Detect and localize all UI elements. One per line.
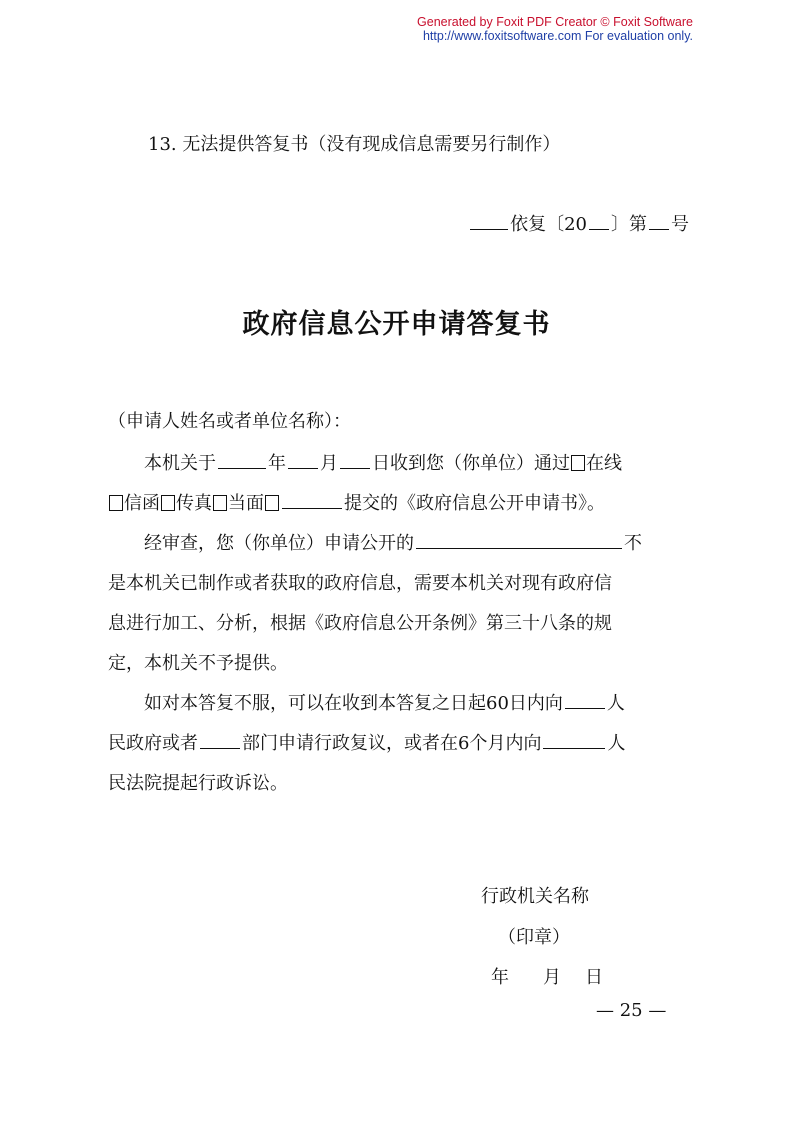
checkbox-fax <box>161 495 175 511</box>
date-day: 日 <box>585 967 603 988</box>
salutation: （申请人姓名或者单位名称）： <box>108 411 351 432</box>
doc-number-part-2: 〕第 <box>611 214 647 235</box>
doc-number-blank-1 <box>470 228 508 230</box>
para1-text-a: 本机关于 <box>144 453 216 474</box>
blank-department <box>200 747 240 749</box>
checkbox-online <box>571 455 585 471</box>
page-title: 政府信息公开申请答复书 <box>242 309 551 340</box>
doc-number-part-1: 依复〔20 <box>510 214 587 235</box>
para3-text-c: 民政府或者 <box>108 733 198 754</box>
blank-year <box>218 467 266 469</box>
doc-number <box>468 213 689 237</box>
checkbox-other <box>265 495 279 511</box>
para1-line2 <box>108 492 605 516</box>
para2-line4: 定，本机关不予提供。 <box>108 653 288 674</box>
blank-other-method <box>282 507 342 509</box>
para3-text-d: 部门申请行政复议，或者在6个月内向 <box>242 733 542 754</box>
para1-text-c: 月 <box>320 453 338 474</box>
para1-text-e: 在线 <box>586 453 622 474</box>
para3-text-e: 人 <box>607 733 626 754</box>
checkbox-letter <box>109 495 123 511</box>
blank-government <box>565 707 605 709</box>
date-month: 月 <box>543 967 561 988</box>
para1-line1 <box>144 452 622 476</box>
para1-text-h: 当面 <box>228 493 264 514</box>
para2-line3: 息进行加工、分析，根据《政府信息公开条例》第三十八条的规 <box>108 613 612 634</box>
para1-text-d: 日收到您（你单位）通过 <box>372 453 570 474</box>
para3-line3: 民法院提起行政诉讼。 <box>108 773 288 794</box>
date-year: 年 <box>491 967 509 988</box>
para3-text-b: 人 <box>606 693 625 714</box>
para3-text-a: 如对本答复不服，可以在收到本答复之日起60日内向 <box>144 693 563 714</box>
watermark-line-1: Generated by Foxit PDF Creator © Foxit Software <box>417 15 693 29</box>
blank-requested-info <box>416 547 622 549</box>
form-label: 13. 无法提供答复书（没有现成信息需要另行制作） <box>148 134 561 155</box>
blank-day <box>340 467 370 469</box>
doc-number-part-3: 号 <box>671 214 689 235</box>
page-number: — 25 — <box>596 1000 667 1021</box>
para2-line1 <box>144 532 642 556</box>
blank-court <box>543 747 605 749</box>
doc-number-blank-3 <box>649 228 669 230</box>
para1-text-f: 信函 <box>124 493 160 514</box>
watermark-line-2: http://www.foxitsoftware.com For evaluation only. <box>422 29 693 43</box>
para3-line2 <box>108 732 625 756</box>
signature-agency: 行政机关名称 <box>481 886 589 907</box>
para2-text-b: 不 <box>624 533 642 554</box>
para1-text-i: 提交的《政府信息公开申请书》。 <box>344 493 605 514</box>
para2-text-a: 经审查，您（你单位）申请公开的 <box>144 533 414 554</box>
blank-month <box>288 467 318 469</box>
signature-seal: （印章） <box>498 927 570 948</box>
para3-line1 <box>144 692 625 716</box>
checkbox-in-person <box>213 495 227 511</box>
para1-text-g: 传真 <box>176 493 212 514</box>
para1-text-b: 年 <box>268 453 286 474</box>
doc-number-blank-2 <box>589 228 609 230</box>
para2-line2: 是本机关已制作或者获取的政府信息，需要本机关对现有政府信 <box>108 573 612 594</box>
